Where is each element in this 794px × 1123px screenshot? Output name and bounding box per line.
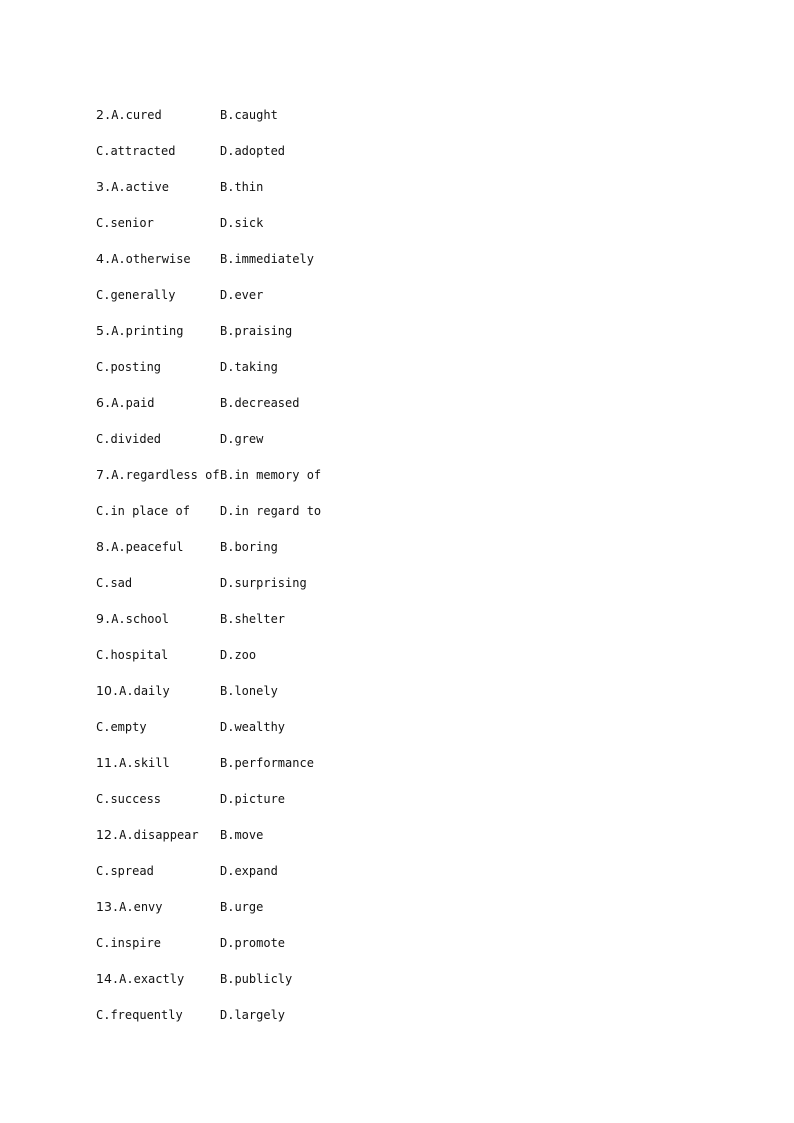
option-a-text: A.active <box>111 180 169 194</box>
question-number: 3 <box>96 179 104 194</box>
option-a <box>96 466 220 484</box>
option-d: D.zoo <box>220 648 257 662</box>
option-c: C.empty <box>96 720 147 734</box>
option-d: D.promote <box>220 936 286 950</box>
question-number: 14 <box>96 971 112 986</box>
option-d: D.taking <box>220 360 278 374</box>
number-separator: . <box>103 324 112 338</box>
question-row <box>96 718 696 754</box>
question-row <box>96 394 696 430</box>
option-a-text: A.skill <box>119 756 170 770</box>
option-a <box>96 106 162 124</box>
question-row <box>96 178 696 214</box>
option-d: D.picture <box>220 792 286 806</box>
number-separator: . <box>103 612 112 626</box>
number-separator: . <box>103 252 112 266</box>
question-number: 10 <box>96 683 112 698</box>
option-b: B.shelter <box>220 612 286 626</box>
number-separator: . <box>103 108 112 122</box>
number-separator: . <box>111 972 120 986</box>
option-b: B.decreased <box>220 396 300 410</box>
option-c: C.success <box>96 792 162 806</box>
option-a-text: A.otherwise <box>111 252 191 266</box>
question-row <box>96 682 696 718</box>
number-separator: . <box>103 540 112 554</box>
option-d: D.grew <box>220 432 264 446</box>
question-number: 11 <box>96 755 112 770</box>
option-a-text: A.printing <box>111 324 184 338</box>
number-separator: . <box>103 468 112 482</box>
option-b: B.thin <box>220 180 264 194</box>
number-separator: . <box>103 180 112 194</box>
option-b: B.lonely <box>220 684 278 698</box>
option-d: D.adopted <box>220 144 286 158</box>
question-row <box>96 106 696 142</box>
question-list <box>96 106 696 1042</box>
question-row <box>96 502 696 538</box>
option-a <box>96 322 183 340</box>
question-number: 9 <box>96 611 104 626</box>
option-b: B.urge <box>220 900 264 914</box>
option-c: C.spread <box>96 864 154 878</box>
option-d: D.wealthy <box>220 720 286 734</box>
option-b: B.in memory of <box>220 468 322 482</box>
question-row <box>96 862 696 898</box>
question-row <box>96 466 696 502</box>
question-row <box>96 358 696 394</box>
option-a <box>96 538 183 556</box>
question-row <box>96 646 696 682</box>
option-a <box>96 898 163 916</box>
option-c: C.senior <box>96 216 154 230</box>
option-c: C.inspire <box>96 936 162 950</box>
question-row <box>96 214 696 250</box>
option-c: C.in place of <box>96 504 190 518</box>
question-number: 6 <box>96 395 104 410</box>
question-number: 2 <box>96 107 104 122</box>
option-a <box>96 250 191 268</box>
option-b: B.publicly <box>220 972 293 986</box>
question-row <box>96 538 696 574</box>
option-a-text: A.envy <box>119 900 163 914</box>
option-a-text: A.daily <box>119 684 170 698</box>
option-a <box>96 178 169 196</box>
option-b: B.performance <box>220 756 314 770</box>
option-c: C.sad <box>96 576 133 590</box>
option-a <box>96 754 170 772</box>
question-row <box>96 610 696 646</box>
question-number: 7 <box>96 467 104 482</box>
option-d: D.in regard to <box>220 504 322 518</box>
option-a-text: A.regardless of <box>111 468 220 482</box>
question-row <box>96 970 696 1006</box>
option-a <box>96 394 155 412</box>
option-b: B.caught <box>220 108 278 122</box>
option-d: D.expand <box>220 864 278 878</box>
question-row <box>96 142 696 178</box>
option-d: D.surprising <box>220 576 307 590</box>
option-a-text: A.school <box>111 612 169 626</box>
number-separator: . <box>111 900 120 914</box>
question-row <box>96 574 696 610</box>
number-separator: . <box>111 684 120 698</box>
option-a-text: A.cured <box>111 108 162 122</box>
option-b: B.move <box>220 828 264 842</box>
question-number: 5 <box>96 323 104 338</box>
option-a <box>96 682 170 700</box>
option-a-text: A.peaceful <box>111 540 184 554</box>
question-row <box>96 430 696 466</box>
option-a-text: A.disappear <box>119 828 199 842</box>
question-number: 4 <box>96 251 104 266</box>
option-c: C.hospital <box>96 648 169 662</box>
question-row <box>96 1006 696 1042</box>
option-c: C.divided <box>96 432 162 446</box>
question-row <box>96 286 696 322</box>
question-number: 12 <box>96 827 112 842</box>
option-a-text: A.paid <box>111 396 155 410</box>
option-a-text: A.exactly <box>119 972 185 986</box>
question-row <box>96 934 696 970</box>
question-row <box>96 250 696 286</box>
option-b: B.boring <box>220 540 278 554</box>
number-separator: . <box>111 828 120 842</box>
option-b: B.immediately <box>220 252 314 266</box>
option-b: B.praising <box>220 324 293 338</box>
question-row <box>96 754 696 790</box>
option-a <box>96 826 199 844</box>
question-row <box>96 898 696 934</box>
option-d: D.ever <box>220 288 264 302</box>
option-d: D.sick <box>220 216 264 230</box>
option-d: D.largely <box>220 1008 286 1022</box>
option-c: C.posting <box>96 360 162 374</box>
option-a <box>96 970 184 988</box>
question-row <box>96 322 696 358</box>
question-number: 13 <box>96 899 112 914</box>
option-a <box>96 610 169 628</box>
option-c: C.frequently <box>96 1008 183 1022</box>
question-row <box>96 826 696 862</box>
question-row <box>96 790 696 826</box>
option-c: C.generally <box>96 288 176 302</box>
number-separator: . <box>103 396 112 410</box>
number-separator: . <box>111 756 120 770</box>
option-c: C.attracted <box>96 144 176 158</box>
question-number: 8 <box>96 539 104 554</box>
